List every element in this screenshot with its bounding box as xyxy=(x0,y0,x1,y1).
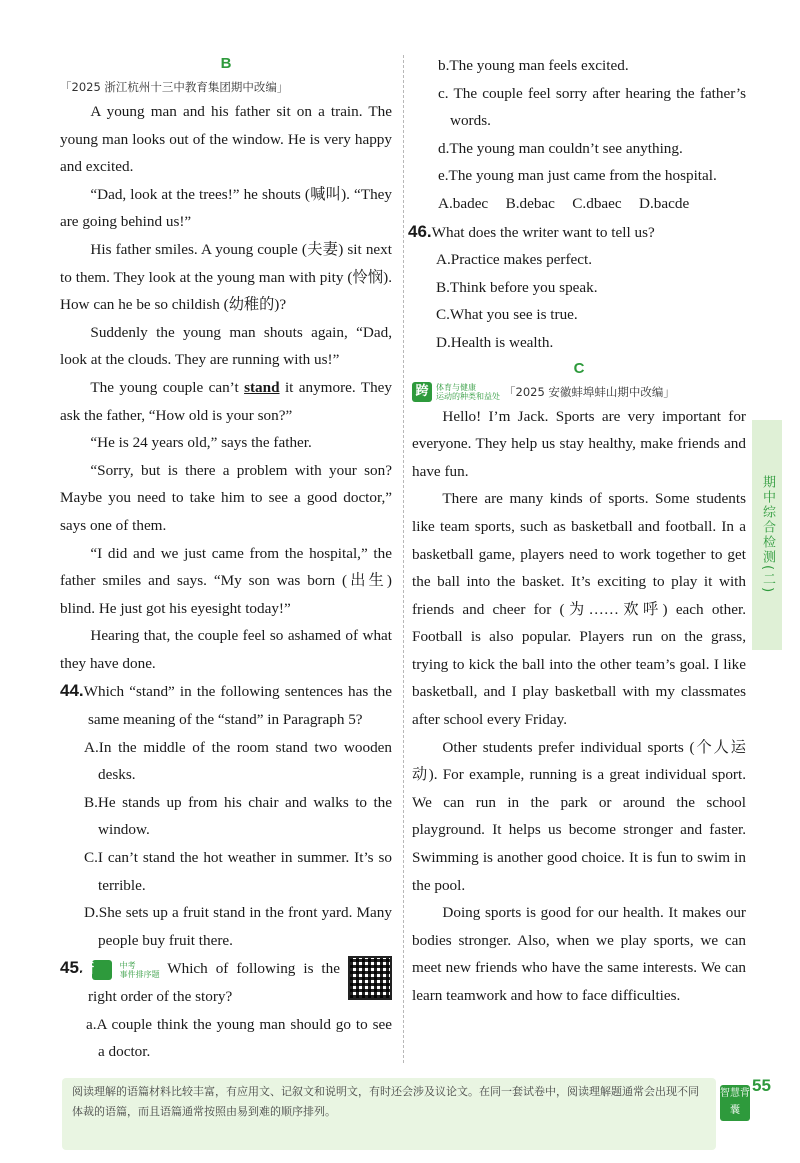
left-column xyxy=(60,52,392,1066)
question-45 xyxy=(60,954,392,1010)
passage-b-paragraph-3: His father smiles. A young couple (夫妻) sit next to them. They look at the young man with pity (怜悯). How can he be so childish (幼稚的)? xyxy=(60,240,392,314)
question-45-text: Which of following is the right order of the story? xyxy=(88,960,340,1005)
new-badge-bottom: 事件排序题 xyxy=(119,969,160,979)
right-column xyxy=(408,52,746,1010)
question-44 xyxy=(60,677,392,733)
question-45-item-b: b.The young man feels excited. xyxy=(438,57,629,74)
side-chapter-tab: 期中综合检测(二) xyxy=(752,420,782,650)
p5-after: it anymore. They ask the father, “How old is your son?” xyxy=(60,378,393,424)
section-letter-c: C xyxy=(573,359,585,377)
question-46-option-b: B.Think before you speak. xyxy=(436,278,598,296)
passage-c-paragraph-3: Other students prefer individual sports (个人运动). For example, running is a great individual sport. We can run in the park or around the school playground. It helps us become stronger and faster. Swimming is another good choice. It is fun to swim in the pool. xyxy=(412,738,746,894)
cross-subject-badge-icon: 跨 xyxy=(412,382,432,402)
passage-b-paragraph-6: “He is 24 years old,” says the father. xyxy=(90,434,312,452)
cross-badge-bottom: 运动的种类和益处 xyxy=(436,391,500,401)
cross-subject-badge-label xyxy=(436,383,500,401)
question-46-option-d: D.Health is wealth. xyxy=(436,333,554,351)
question-45-item-a: a.A couple think the young man should go to see a doctor. xyxy=(86,1015,392,1061)
section-c-header xyxy=(412,381,746,403)
question-44-text: Which “stand” in the following sentences has the same meaning of the “stand” in Paragraph 5? xyxy=(83,683,392,729)
new-badge-top: 中考 xyxy=(119,960,136,970)
source-note-c: 「2025 安徽蚌埠蚌山期中改编」 xyxy=(504,384,675,399)
new-badge-label xyxy=(120,961,160,979)
page-number: 55 xyxy=(752,1076,771,1095)
question-44-option-c: C.I can’t stand the hot weather in summer. It’s so terrible. xyxy=(84,849,392,894)
passage-b-paragraph-4: Suddenly the young man shouts again, “Dad, look at the clouds. They are running with us!” xyxy=(60,323,392,369)
question-45-options: A.badec B.debac C.dbaec D.bacde xyxy=(438,194,690,212)
question-44-option-a: A.In the middle of the room stand two wooden desks. xyxy=(84,738,392,784)
p5-before: The young couple can’t xyxy=(90,378,239,396)
question-44-option-b: B.He stands up from his chair and walks to the window. xyxy=(84,793,392,839)
footer-tip: 阅读理解的语篇材料比较丰富，有应用文、记叙文和说明文，有时还会涉及议论文。在同一套试卷中，阅读理解题通常会出现不同体裁的语篇，而且语篇通常按照由易到难的顺序排列。 xyxy=(62,1078,716,1150)
wisdom-bag-badge: 智慧背囊 xyxy=(720,1085,750,1121)
new-badge-icon: 新 xyxy=(92,960,112,980)
passage-c-paragraph-1: Hello! I’m Jack. Sports are very important for everyone. They help us stay healthy, make friends and have fun. xyxy=(412,407,746,480)
question-45-item-c: c. The couple feel sorry after hearing the father’s words. xyxy=(438,84,746,130)
question-46-number: 46. xyxy=(408,221,432,241)
source-note-b: 「2025 浙江杭州十三中教育集团期中改编」 xyxy=(60,80,289,94)
question-44-number: 44. xyxy=(60,681,84,701)
section-letter-b: B xyxy=(220,55,232,72)
column-divider xyxy=(403,55,404,1063)
question-46-option-a: A.Practice makes perfect. xyxy=(436,251,593,269)
underlined-word-stand: stand xyxy=(244,378,280,396)
question-45-item-e: e.The young man just came from the hospital. xyxy=(438,167,717,185)
passage-b-paragraph-9: Hearing that, the couple feel so ashamed of what they have done. xyxy=(60,627,392,672)
question-46 xyxy=(408,218,746,247)
question-45-number: 45. xyxy=(60,958,84,978)
passage-b-paragraph-1: A young man and his father sit on a train. The young man looks out of the window. He is very happy and excited. xyxy=(60,103,392,176)
passage-c-paragraph-2: There are many kinds of sports. Some students like team sports, such as basketball and football. In a basketball game, players need to work together to get the ball into the basket. It’s exciting to play it with friends and cheer for (为……欢呼) each other. Football is also popular. Players run on the grass, trying to kick the ball into the other team’s goal. I like basketball, and I play basketball with my classmates after school every Friday. xyxy=(412,490,746,729)
cross-badge-top: 体育与健康 xyxy=(436,382,476,392)
passage-b-paragraph-7: “Sorry, but is there a problem with your son? Maybe you need to take him to see a good doctor,” says one of them. xyxy=(60,461,392,534)
question-46-text: What does the writer want to tell us? xyxy=(431,223,655,241)
passage-c-paragraph-4: Doing sports is good for our health. It makes our bodies stronger. Also, when we play sports, we can meet new friends who have the same interests. We can learn teamwork and how to face difficulties. xyxy=(412,904,746,1004)
question-44-option-d: D.She sets up a fruit stand in the front yard. Many people buy fruit there. xyxy=(84,904,392,949)
qr-code-icon xyxy=(348,956,392,1000)
passage-b-paragraph-8: “I did and we just came from the hospital,” the father smiles and says. “My son was born (出生) blind. He just got his eyesight today!” xyxy=(60,544,392,617)
passage-b-paragraph-5 xyxy=(60,374,392,429)
question-46-option-c: C.What you see is true. xyxy=(436,306,578,324)
passage-b-paragraph-2: “Dad, look at the trees!” he shouts (喊叫). “They are going behind us!” xyxy=(60,185,392,231)
question-45-item-d: d.The young man couldn’t see anything. xyxy=(438,139,683,157)
